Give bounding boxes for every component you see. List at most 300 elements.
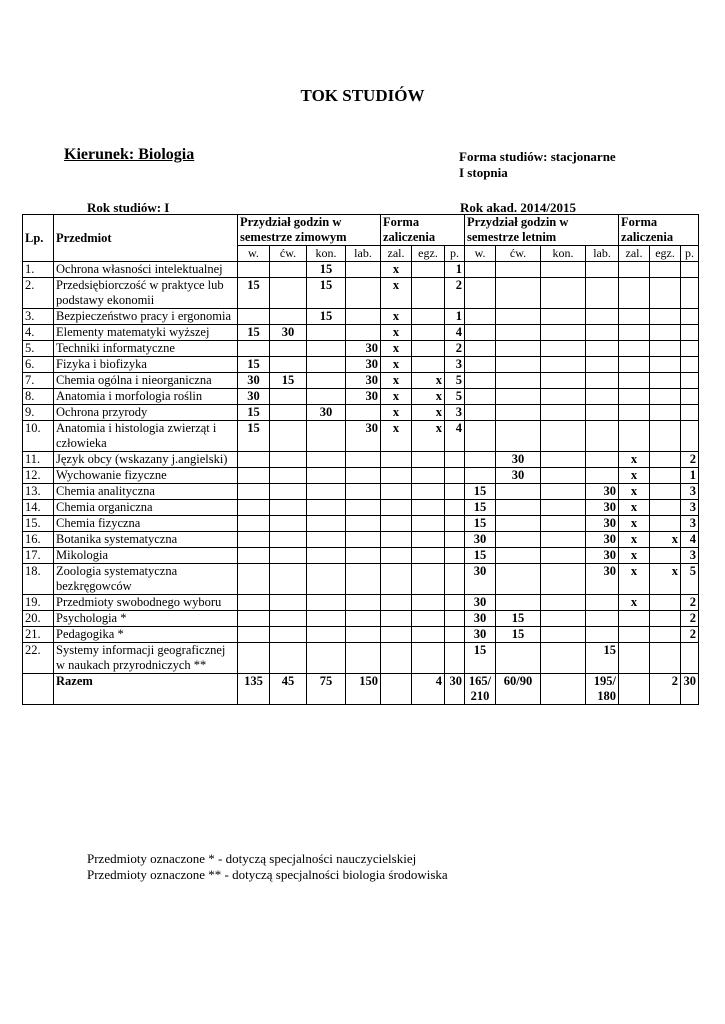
cell-value xyxy=(586,389,619,405)
cell-value xyxy=(465,421,496,452)
cell-value xyxy=(445,484,465,500)
cell-value xyxy=(270,484,307,500)
cell-value xyxy=(307,611,346,627)
table-row xyxy=(23,421,699,452)
cell-value xyxy=(270,452,307,468)
cell-value xyxy=(496,405,541,421)
cell-value xyxy=(346,278,381,309)
cell-value xyxy=(619,421,650,452)
cell-value xyxy=(270,421,307,452)
cell-value: x xyxy=(381,262,412,278)
cell-value xyxy=(541,421,586,452)
cell-value xyxy=(465,262,496,278)
cell-value: 15 xyxy=(270,373,307,389)
cell-subject: Systemy informacji geograficznej w naukach przyrodniczych ** xyxy=(54,643,238,674)
cell-lp: 5. xyxy=(23,341,54,357)
cell-value xyxy=(541,405,586,421)
cell-lp: 16. xyxy=(23,532,54,548)
header-kon-letni: kon. xyxy=(541,246,586,262)
cell-value xyxy=(496,309,541,325)
cell-value xyxy=(381,674,412,705)
cell-lp: 18. xyxy=(23,564,54,595)
cell-value xyxy=(381,500,412,516)
cell-value xyxy=(586,341,619,357)
cell-value: 195/ 180 xyxy=(586,674,619,705)
cell-value xyxy=(650,389,681,405)
cell-lp: 7. xyxy=(23,373,54,389)
cell-value xyxy=(412,357,445,373)
cell-value xyxy=(586,405,619,421)
cell-lp: 6. xyxy=(23,357,54,373)
cell-value xyxy=(238,309,270,325)
footnote-1: Przedmioty oznaczone * - dotyczą specjalności nauczycielskiej xyxy=(87,851,417,866)
cell-value xyxy=(650,341,681,357)
page-title: TOK STUDIÓW xyxy=(300,86,425,105)
cell-value xyxy=(412,516,445,532)
cell-value xyxy=(619,341,650,357)
cell-value: 1 xyxy=(445,262,465,278)
header-egz: egz. xyxy=(412,246,445,262)
cell-value: 2 xyxy=(681,627,699,643)
cell-subject: Fizyka i biofizyka xyxy=(54,357,238,373)
cell-value xyxy=(270,357,307,373)
cell-value: 135 xyxy=(238,674,270,705)
cell-value xyxy=(541,564,586,595)
cell-value: 3 xyxy=(681,500,699,516)
cell-value xyxy=(445,611,465,627)
cell-subject: Mikologia xyxy=(54,548,238,564)
cell-value xyxy=(586,452,619,468)
cell-value xyxy=(681,325,699,341)
stopien-text: I stopnia xyxy=(459,165,508,180)
cell-value xyxy=(586,325,619,341)
cell-value xyxy=(346,548,381,564)
cell-value xyxy=(496,564,541,595)
cell-value xyxy=(650,325,681,341)
footnotes xyxy=(87,851,448,883)
table-row xyxy=(23,452,699,468)
cell-value xyxy=(619,325,650,341)
cell-value: 2 xyxy=(445,278,465,309)
cell-value xyxy=(541,452,586,468)
cell-value xyxy=(650,452,681,468)
cell-value xyxy=(586,611,619,627)
cell-value xyxy=(586,262,619,278)
cell-value xyxy=(238,341,270,357)
cell-value: x xyxy=(619,595,650,611)
cell-value: x xyxy=(619,532,650,548)
cell-value: 4 xyxy=(445,421,465,452)
footnote-2: Przedmioty oznaczone ** - dotyczą specjalności biologia środowiska xyxy=(87,867,448,882)
cell-lp: 22. xyxy=(23,643,54,674)
cell-value xyxy=(586,595,619,611)
cell-value xyxy=(381,516,412,532)
cell-value xyxy=(346,595,381,611)
cell-value xyxy=(541,373,586,389)
cell-value xyxy=(412,564,445,595)
cell-value xyxy=(412,595,445,611)
rok-akademicki: Rok akad. 2014/2015 xyxy=(460,200,576,215)
cell-subject: Anatomia i morfologia roślin xyxy=(54,389,238,405)
table-row xyxy=(23,500,699,516)
cell-value xyxy=(238,595,270,611)
cell-value xyxy=(412,341,445,357)
table-row xyxy=(23,532,699,548)
cell-value xyxy=(445,500,465,516)
cell-value: 60/90 xyxy=(496,674,541,705)
cell-value xyxy=(445,643,465,674)
cell-value xyxy=(412,643,445,674)
cell-value: 15 xyxy=(238,325,270,341)
table-row xyxy=(23,389,699,405)
cell-value: 30 xyxy=(238,373,270,389)
cell-value: 30 xyxy=(346,389,381,405)
cell-subject: Wychowanie fizyczne xyxy=(54,468,238,484)
cell-value: 45 xyxy=(270,674,307,705)
cell-value: 2 xyxy=(681,595,699,611)
cell-lp: 8. xyxy=(23,389,54,405)
cell-value xyxy=(270,564,307,595)
cell-value: x xyxy=(381,278,412,309)
cell-subject: Język obcy (wskazany j.angielski) xyxy=(54,452,238,468)
cell-lp: 14. xyxy=(23,500,54,516)
header-row-1 xyxy=(23,215,699,246)
header-cw-letni: ćw. xyxy=(496,246,541,262)
header-p: p. xyxy=(445,246,465,262)
cell-value: 30 xyxy=(307,405,346,421)
cell-value: 30 xyxy=(586,548,619,564)
cell-subject: Chemia ogólna i nieorganiczna xyxy=(54,373,238,389)
cell-value: x xyxy=(619,548,650,564)
cell-value xyxy=(496,421,541,452)
table-row xyxy=(23,341,699,357)
table-row xyxy=(23,548,699,564)
cell-value xyxy=(496,500,541,516)
table-row xyxy=(23,516,699,532)
cell-value: 30 xyxy=(681,674,699,705)
cell-value xyxy=(496,278,541,309)
cell-subject: Zoologia systematyczna bezkręgowców xyxy=(54,564,238,595)
cell-value: 4 xyxy=(412,674,445,705)
cell-value xyxy=(346,532,381,548)
cell-value xyxy=(270,532,307,548)
cell-value xyxy=(270,309,307,325)
cell-value: 15 xyxy=(496,611,541,627)
cell-value xyxy=(496,373,541,389)
cell-value xyxy=(650,627,681,643)
header-forma-zimowy: Forma zaliczenia xyxy=(381,215,465,246)
cell-value: x xyxy=(381,421,412,452)
cell-value xyxy=(307,452,346,468)
table-row xyxy=(23,468,699,484)
cell-value xyxy=(681,643,699,674)
cell-value xyxy=(307,548,346,564)
cell-value xyxy=(619,278,650,309)
cell-lp: 13. xyxy=(23,484,54,500)
cell-value xyxy=(541,468,586,484)
cell-value: 15 xyxy=(465,516,496,532)
cell-value xyxy=(496,325,541,341)
cell-value xyxy=(270,341,307,357)
cell-value xyxy=(619,611,650,627)
table-row xyxy=(23,405,699,421)
cell-value xyxy=(307,357,346,373)
cell-value xyxy=(346,309,381,325)
cell-value: 30 xyxy=(465,564,496,595)
cell-value xyxy=(412,627,445,643)
cell-lp: 15. xyxy=(23,516,54,532)
cell-value xyxy=(465,325,496,341)
cell-value xyxy=(650,595,681,611)
cell-value xyxy=(541,500,586,516)
cell-value: 150 xyxy=(346,674,381,705)
cell-value: 15 xyxy=(307,278,346,309)
cell-value xyxy=(541,341,586,357)
cell-value xyxy=(381,611,412,627)
cell-value xyxy=(586,309,619,325)
cell-value: 30 xyxy=(346,341,381,357)
cell-value xyxy=(650,373,681,389)
cell-value xyxy=(541,611,586,627)
rok-studiow: Rok studiów: I xyxy=(87,200,170,215)
cell-value: 30 xyxy=(445,674,465,705)
table-row xyxy=(23,325,699,341)
cell-value: 30 xyxy=(586,500,619,516)
cell-value xyxy=(541,595,586,611)
cell-value xyxy=(619,405,650,421)
cell-value xyxy=(650,548,681,564)
cell-value xyxy=(681,309,699,325)
cell-value: 5 xyxy=(445,373,465,389)
table-row xyxy=(23,309,699,325)
header-w: w. xyxy=(238,246,270,262)
cell-value xyxy=(307,516,346,532)
cell-value: 75 xyxy=(307,674,346,705)
cell-value xyxy=(650,278,681,309)
cell-value xyxy=(541,674,586,705)
table-row xyxy=(23,611,699,627)
cell-value: x xyxy=(381,309,412,325)
cell-value xyxy=(586,278,619,309)
table-row xyxy=(23,595,699,611)
cell-value xyxy=(346,516,381,532)
cell-value xyxy=(238,484,270,500)
cell-value xyxy=(586,357,619,373)
cell-value xyxy=(445,548,465,564)
cell-value xyxy=(381,452,412,468)
cell-value xyxy=(496,389,541,405)
cell-value xyxy=(307,500,346,516)
cell-value xyxy=(412,548,445,564)
header-p-letni: p. xyxy=(681,246,699,262)
cell-value xyxy=(445,452,465,468)
cell-value xyxy=(541,357,586,373)
table-row xyxy=(23,373,699,389)
table-row xyxy=(23,357,699,373)
cell-value xyxy=(586,627,619,643)
header-kon: kon. xyxy=(307,246,346,262)
cell-lp xyxy=(23,674,54,705)
cell-subject: Przedmioty swobodnego wyboru xyxy=(54,595,238,611)
cell-subject: Elementy matematyki wyższej xyxy=(54,325,238,341)
cell-value xyxy=(346,325,381,341)
cell-value xyxy=(412,532,445,548)
cell-lp: 17. xyxy=(23,548,54,564)
cell-value xyxy=(681,389,699,405)
cell-value: x xyxy=(619,564,650,595)
cell-value xyxy=(650,643,681,674)
cell-value xyxy=(238,452,270,468)
header-forma-letni: Forma zaliczenia xyxy=(619,215,699,246)
header-przedmiot: Przedmiot xyxy=(54,215,238,262)
cell-value xyxy=(412,468,445,484)
cell-value: 30 xyxy=(586,484,619,500)
cell-value: x xyxy=(412,389,445,405)
cell-value xyxy=(270,389,307,405)
cell-value: x xyxy=(412,421,445,452)
cell-value: 15 xyxy=(307,309,346,325)
cell-value xyxy=(541,309,586,325)
cell-value xyxy=(412,325,445,341)
cell-value xyxy=(346,468,381,484)
cell-value xyxy=(346,452,381,468)
cell-value xyxy=(307,341,346,357)
cell-value: 3 xyxy=(681,484,699,500)
table-row xyxy=(23,643,699,674)
cell-value xyxy=(465,357,496,373)
cell-value xyxy=(270,262,307,278)
cell-value xyxy=(496,357,541,373)
cell-value xyxy=(650,611,681,627)
cell-value: x xyxy=(381,341,412,357)
cell-lp: 2. xyxy=(23,278,54,309)
cell-value xyxy=(238,611,270,627)
cell-value xyxy=(307,564,346,595)
cell-value: x xyxy=(381,405,412,421)
cell-lp: 1. xyxy=(23,262,54,278)
table-row xyxy=(23,262,699,278)
cell-value xyxy=(270,278,307,309)
cell-value xyxy=(346,405,381,421)
header-zimowy: Przydział godzin w semestrze zimowym xyxy=(238,215,381,246)
cell-value xyxy=(586,421,619,452)
cell-value: 30 xyxy=(586,564,619,595)
cell-value xyxy=(238,627,270,643)
cell-lp: 10. xyxy=(23,421,54,452)
cell-value xyxy=(270,611,307,627)
table-body xyxy=(23,262,699,705)
cell-value xyxy=(465,452,496,468)
cell-value xyxy=(381,468,412,484)
header-lp: Lp. xyxy=(23,215,54,262)
table-row xyxy=(23,484,699,500)
cell-value xyxy=(619,373,650,389)
cell-value: 15 xyxy=(496,627,541,643)
cell-value xyxy=(541,325,586,341)
cell-value: 2 xyxy=(650,674,681,705)
cell-value: 30 xyxy=(586,516,619,532)
cell-value: 2 xyxy=(445,341,465,357)
cell-value xyxy=(445,595,465,611)
cell-value xyxy=(496,548,541,564)
cell-value xyxy=(586,373,619,389)
cell-value xyxy=(381,484,412,500)
cell-value xyxy=(650,405,681,421)
cell-value xyxy=(681,421,699,452)
forma-studiow-text: Forma studiów: stacjonarne xyxy=(459,149,616,164)
cell-value: x xyxy=(619,468,650,484)
cell-value xyxy=(650,421,681,452)
cell-value xyxy=(541,278,586,309)
cell-value xyxy=(650,484,681,500)
study-plan-table xyxy=(22,214,699,705)
cell-value xyxy=(496,595,541,611)
cell-value xyxy=(381,548,412,564)
cell-value xyxy=(650,309,681,325)
cell-value xyxy=(238,516,270,532)
cell-value: 5 xyxy=(445,389,465,405)
cell-value xyxy=(307,468,346,484)
cell-value xyxy=(270,548,307,564)
cell-value: 3 xyxy=(445,405,465,421)
cell-subject: Ochrona własności intelektualnej xyxy=(54,262,238,278)
cell-value xyxy=(496,643,541,674)
cell-value: x xyxy=(381,357,412,373)
cell-value xyxy=(619,309,650,325)
cell-value xyxy=(650,516,681,532)
cell-value xyxy=(307,643,346,674)
cell-value: 30 xyxy=(346,373,381,389)
header-lab: lab. xyxy=(346,246,381,262)
cell-value: 30 xyxy=(346,421,381,452)
cell-value xyxy=(496,532,541,548)
cell-lp: 11. xyxy=(23,452,54,468)
cell-value xyxy=(307,421,346,452)
cell-value xyxy=(541,516,586,532)
cell-value xyxy=(465,389,496,405)
cell-lp: 21. xyxy=(23,627,54,643)
cell-value: 3 xyxy=(445,357,465,373)
cell-value xyxy=(346,611,381,627)
cell-value xyxy=(238,262,270,278)
cell-subject: Przedsiębiorczość w praktyce lub podstawy ekonomii xyxy=(54,278,238,309)
cell-value xyxy=(346,262,381,278)
cell-value xyxy=(270,468,307,484)
table-row xyxy=(23,627,699,643)
cell-value: 30 xyxy=(270,325,307,341)
cell-value xyxy=(541,548,586,564)
kierunek: Kierunek: Biologia xyxy=(64,146,195,163)
cell-subject: Techniki informatyczne xyxy=(54,341,238,357)
cell-value: 4 xyxy=(681,532,699,548)
cell-value xyxy=(465,309,496,325)
cell-value xyxy=(381,627,412,643)
cell-value xyxy=(307,373,346,389)
cell-value xyxy=(381,595,412,611)
cell-value xyxy=(270,500,307,516)
header-zal: zal. xyxy=(381,246,412,262)
cell-value: 30 xyxy=(496,468,541,484)
cell-subject: Pedagogika * xyxy=(54,627,238,643)
cell-value: 30 xyxy=(465,595,496,611)
cell-value xyxy=(465,468,496,484)
header-letni: Przydział godzin w semestrze letnim xyxy=(465,215,619,246)
cell-value: 4 xyxy=(445,325,465,341)
cell-value xyxy=(238,468,270,484)
cell-value xyxy=(238,548,270,564)
cell-value: 3 xyxy=(681,548,699,564)
cell-subject: Botanika systematyczna xyxy=(54,532,238,548)
